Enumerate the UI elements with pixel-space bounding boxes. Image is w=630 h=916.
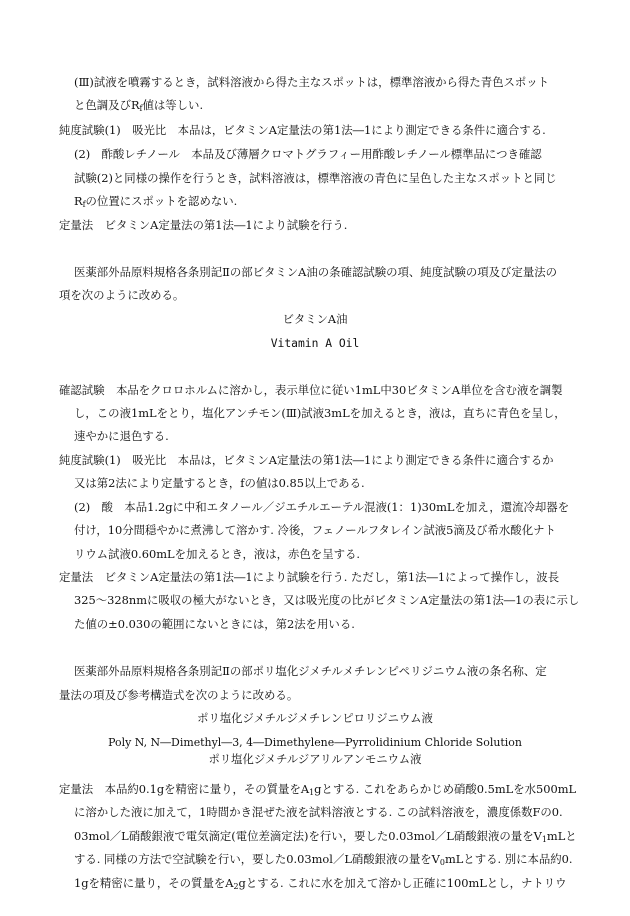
intro-paragraph: 量法の項及び参考構造式を次のように改める。 [59,688,299,702]
text-line: する. 同様の方法で空試験を行い，要した0.03mol／L硝酸銀液の量を$V_0mL$とする. 別に本品約0. [74,852,573,867]
text-line: 325～328nmに吸収の極大がないとき，又は吸光度の比がビタミンA定量法の第1法―1の表に示し [74,593,580,607]
text-line: 付け，10分間穏やかに煮沸して溶かす. 冷後，フェノールフタレイン試液5滴及び希水酸化ナト [74,523,556,537]
text-line: 定量法 ビタミンA定量法の第1法―1により試験を行う. ただし，第1法―1によって操作し，波長 [59,570,560,584]
monograph-title-en: Vitamin A Oil [270,336,360,350]
text-line: リウム試液0.60mLを加えるとき，液は，赤色を呈する. [74,547,360,561]
text-line: 定量法 ビタミンA定量法の第1法―1により試験を行う. [59,218,348,232]
text-line: (2) 酸 本品1.2gに中和エタノール／ジエチルエーテル混液(1：1)30mLを加え，還流冷却器を [74,500,570,514]
text-line: と色調及び$R_f$値は等しい. [74,98,204,113]
intro-paragraph: 医薬部外品原料規格各条別記Ⅱの部ビタミンA油の条確認試験の項、純度試験の項及び定量法の [74,265,557,279]
monograph-title-en: Poly N, N―Dimethyl―3, 4―Dimethylene―Pyrrolidinium Chloride Solution [108,736,522,749]
text-line: し，この液1mLをとり，塩化アンチモン(Ⅲ)試液3mLを加えるとき，液は，直ちに青色を呈し， [74,406,566,420]
text-line: 定量法 本品約0.1gを精密に量り，その質量を$A_1g$とする. これをあらかじめ硝酸0.5mLを水500mL [59,782,577,797]
text-line: 03mol／L硝酸銀液で電気滴定(電位差滴定法)を行い，要した0.03mol／L硝酸銀液の量を$V_1mL$と [74,829,577,844]
monograph-title-jp: ポリ塩化ジメチルジメチレンピロリジニウム液 [197,711,433,725]
text-line: 速やかに退色する. [74,429,169,443]
text-line: 純度試験(1) 吸光比 本品は，ビタミンA定量法の第1法―1により測定できる条件に適合するか [59,453,554,467]
text-line: 又は第2法により定量するとき，fの値は0.85以上である. [74,476,365,490]
text-line: た値の±0.030の範囲にないときには，第2法を用いる. [74,617,355,631]
text-line: (Ⅲ)試液を噴霧するとき，試料溶液から得た主なスポットは，標準溶液から得た青色スポット [74,75,550,89]
text-line: 確認試験 本品をクロロホルムに溶かし，表示単位に従い1mL中30ビタミンA単位を含む液を調製 [59,383,563,397]
text-line: (2) 酢酸レチノール 本品及び薄層クロマトグラフィー用酢酸レチノール標準品につき確認 [74,147,542,161]
text-line: 純度試験(1) 吸光比 本品は，ビタミンA定量法の第1法―1により測定できる条件に適合する. [59,123,546,137]
intro-paragraph: 医薬部外品原料規格各条別記Ⅱの部ポリ塩化ジメチルメチレンピペリジニウム液の条名称、定 [74,664,547,678]
text-line: に溶かした液に加えて，1時間かき混ぜた液を試料溶液とする. この試料溶液を，濃度係数Fの0. [74,805,563,819]
text-line: $R_f$の位置にスポットを認めない. [74,194,238,209]
monograph-title-alt: ポリ塩化ジメチルジアリルアンモニウム液 [208,752,422,766]
monograph-title-jp: ビタミンA油 [282,312,348,326]
text-line: 1gを精密に量り，その質量を$A_2g$とする. これに水を加えて溶かし正確に100mLとし，ナトリウ [74,876,567,891]
text-line: 試験(2)と同様の操作を行うとき，試料溶液は，標準溶液の青色に呈色した主なスポットと同じ [74,171,557,185]
intro-paragraph: 項を次のように改める。 [59,288,185,302]
